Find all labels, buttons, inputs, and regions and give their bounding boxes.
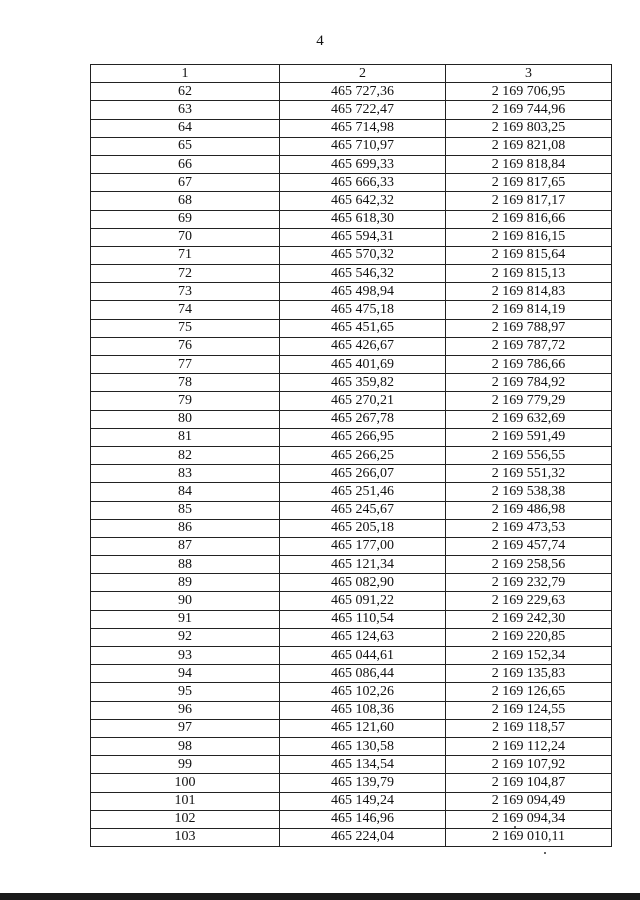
table-row	[91, 592, 612, 610]
x-coordinate-cell: 465 134,54	[280, 756, 446, 774]
x-coordinate-cell: 465 594,31	[280, 228, 446, 246]
table-row	[91, 537, 612, 555]
table-row	[91, 246, 612, 264]
point-number-cell: 69	[91, 210, 280, 228]
point-number-cell: 100	[91, 774, 280, 792]
point-number-cell: 88	[91, 556, 280, 574]
coordinates-table	[90, 64, 612, 847]
scan-edge	[0, 893, 640, 900]
y-coordinate-cell: 2 169 220,85	[446, 628, 612, 646]
table-row	[91, 192, 612, 210]
y-coordinate-cell: 2 169 816,15	[446, 228, 612, 246]
table-row	[91, 628, 612, 646]
table-row	[91, 810, 612, 828]
point-number-cell: 77	[91, 356, 280, 374]
point-number-cell: 70	[91, 228, 280, 246]
y-coordinate-cell: 2 169 591,49	[446, 428, 612, 446]
point-number-cell: 74	[91, 301, 280, 319]
point-number-cell: 84	[91, 483, 280, 501]
point-number-cell: 83	[91, 465, 280, 483]
point-number-cell: 76	[91, 337, 280, 355]
y-coordinate-cell: 2 169 556,55	[446, 446, 612, 464]
table-row	[91, 737, 612, 755]
y-coordinate-cell: 2 169 821,08	[446, 137, 612, 155]
point-number-cell: 64	[91, 119, 280, 137]
page-number: 4	[316, 33, 324, 49]
x-coordinate-cell: 465 124,63	[280, 628, 446, 646]
header-col-1: 1	[91, 65, 280, 83]
table-row	[91, 210, 612, 228]
y-coordinate-cell: 2 169 152,34	[446, 647, 612, 665]
point-number-cell: 68	[91, 192, 280, 210]
point-number-cell: 99	[91, 756, 280, 774]
y-coordinate-cell: 2 169 112,24	[446, 737, 612, 755]
table-row	[91, 665, 612, 683]
x-coordinate-cell: 465 401,69	[280, 356, 446, 374]
x-coordinate-cell: 465 121,34	[280, 556, 446, 574]
point-number-cell: 78	[91, 374, 280, 392]
x-coordinate-cell: 465 044,61	[280, 647, 446, 665]
y-coordinate-cell: 2 169 786,66	[446, 356, 612, 374]
x-coordinate-cell: 465 714,98	[280, 119, 446, 137]
x-coordinate-cell: 465 110,54	[280, 610, 446, 628]
point-number-cell: 95	[91, 683, 280, 701]
x-coordinate-cell: 465 475,18	[280, 301, 446, 319]
x-coordinate-cell: 465 570,32	[280, 246, 446, 264]
point-number-cell: 71	[91, 246, 280, 264]
point-number-cell: 72	[91, 265, 280, 283]
y-coordinate-cell: 2 169 486,98	[446, 501, 612, 519]
y-coordinate-cell: 2 169 632,69	[446, 410, 612, 428]
y-coordinate-cell: 2 169 135,83	[446, 665, 612, 683]
y-coordinate-cell: 2 169 124,55	[446, 701, 612, 719]
y-coordinate-cell: 2 169 538,38	[446, 483, 612, 501]
x-coordinate-cell: 465 149,24	[280, 792, 446, 810]
x-coordinate-cell: 465 146,96	[280, 810, 446, 828]
x-coordinate-cell: 465 245,67	[280, 501, 446, 519]
table-row	[91, 319, 612, 337]
point-number-cell: 82	[91, 446, 280, 464]
point-number-cell: 98	[91, 737, 280, 755]
point-number-cell: 91	[91, 610, 280, 628]
x-coordinate-cell: 465 267,78	[280, 410, 446, 428]
x-coordinate-cell: 465 426,67	[280, 337, 446, 355]
point-number-cell: 67	[91, 174, 280, 192]
point-number-cell: 65	[91, 137, 280, 155]
x-coordinate-cell: 465 359,82	[280, 374, 446, 392]
table-row	[91, 701, 612, 719]
point-number-cell: 62	[91, 83, 280, 101]
table-row	[91, 574, 612, 592]
x-coordinate-cell: 465 121,60	[280, 719, 446, 737]
table-row	[91, 719, 612, 737]
x-coordinate-cell: 465 266,25	[280, 446, 446, 464]
table-row	[91, 392, 612, 410]
point-number-cell: 103	[91, 828, 280, 846]
point-number-cell: 66	[91, 155, 280, 173]
x-coordinate-cell: 465 139,79	[280, 774, 446, 792]
x-coordinate-cell: 465 699,33	[280, 155, 446, 173]
point-number-cell: 96	[91, 701, 280, 719]
point-number-cell: 97	[91, 719, 280, 737]
y-coordinate-cell: 2 169 118,57	[446, 719, 612, 737]
table-row	[91, 174, 612, 192]
y-coordinate-cell: 2 169 814,19	[446, 301, 612, 319]
x-coordinate-cell: 465 108,36	[280, 701, 446, 719]
y-coordinate-cell: 2 169 787,72	[446, 337, 612, 355]
table-header-row	[91, 65, 612, 83]
x-coordinate-cell: 465 251,46	[280, 483, 446, 501]
table-row	[91, 283, 612, 301]
y-coordinate-cell: 2 169 551,32	[446, 465, 612, 483]
table-row	[91, 501, 612, 519]
y-coordinate-cell: 2 169 104,87	[446, 774, 612, 792]
point-number-cell: 101	[91, 792, 280, 810]
x-coordinate-cell: 465 546,32	[280, 265, 446, 283]
x-coordinate-cell: 465 710,97	[280, 137, 446, 155]
y-coordinate-cell: 2 169 232,79	[446, 574, 612, 592]
table-row	[91, 374, 612, 392]
point-number-cell: 75	[91, 319, 280, 337]
table-row	[91, 119, 612, 137]
header-col-3: 3	[446, 65, 612, 83]
table-row	[91, 83, 612, 101]
y-coordinate-cell: 2 169 779,29	[446, 392, 612, 410]
y-coordinate-cell: 2 169 788,97	[446, 319, 612, 337]
table-row	[91, 792, 612, 810]
table-row	[91, 137, 612, 155]
point-number-cell: 85	[91, 501, 280, 519]
point-number-cell: 94	[91, 665, 280, 683]
point-number-cell: 79	[91, 392, 280, 410]
scan-speck	[514, 826, 516, 828]
x-coordinate-cell: 465 666,33	[280, 174, 446, 192]
x-coordinate-cell: 465 266,07	[280, 465, 446, 483]
y-coordinate-cell: 2 169 815,64	[446, 246, 612, 264]
y-coordinate-cell: 2 169 814,83	[446, 283, 612, 301]
y-coordinate-cell: 2 169 818,84	[446, 155, 612, 173]
table-row	[91, 337, 612, 355]
table-row	[91, 556, 612, 574]
y-coordinate-cell: 2 169 817,17	[446, 192, 612, 210]
table-row	[91, 483, 612, 501]
table-row	[91, 610, 612, 628]
y-coordinate-cell: 2 169 803,25	[446, 119, 612, 137]
table-row	[91, 774, 612, 792]
x-coordinate-cell: 465 091,22	[280, 592, 446, 610]
y-coordinate-cell: 2 169 094,49	[446, 792, 612, 810]
table-row	[91, 410, 612, 428]
table-row	[91, 465, 612, 483]
y-coordinate-cell: 2 169 706,95	[446, 83, 612, 101]
x-coordinate-cell: 465 451,65	[280, 319, 446, 337]
point-number-cell: 89	[91, 574, 280, 592]
table-row	[91, 228, 612, 246]
x-coordinate-cell: 465 642,32	[280, 192, 446, 210]
y-coordinate-cell: 2 169 107,92	[446, 756, 612, 774]
x-coordinate-cell: 465 102,26	[280, 683, 446, 701]
point-number-cell: 73	[91, 283, 280, 301]
table-row	[91, 155, 612, 173]
x-coordinate-cell: 465 082,90	[280, 574, 446, 592]
y-coordinate-cell: 2 169 816,66	[446, 210, 612, 228]
y-coordinate-cell: 2 169 817,65	[446, 174, 612, 192]
x-coordinate-cell: 465 130,58	[280, 737, 446, 755]
table-row	[91, 101, 612, 119]
y-coordinate-cell: 2 169 094,34	[446, 810, 612, 828]
x-coordinate-cell: 465 266,95	[280, 428, 446, 446]
y-coordinate-cell: 2 169 242,30	[446, 610, 612, 628]
x-coordinate-cell: 465 224,04	[280, 828, 446, 846]
table-row	[91, 446, 612, 464]
table-row	[91, 756, 612, 774]
x-coordinate-cell: 465 727,36	[280, 83, 446, 101]
y-coordinate-cell: 2 169 744,96	[446, 101, 612, 119]
x-coordinate-cell: 465 618,30	[280, 210, 446, 228]
table-row	[91, 519, 612, 537]
y-coordinate-cell: 2 169 815,13	[446, 265, 612, 283]
table-row	[91, 428, 612, 446]
table-row	[91, 356, 612, 374]
y-coordinate-cell: 2 169 229,63	[446, 592, 612, 610]
scan-speck	[544, 852, 546, 854]
x-coordinate-cell: 465 086,44	[280, 665, 446, 683]
point-number-cell: 81	[91, 428, 280, 446]
point-number-cell: 87	[91, 537, 280, 555]
y-coordinate-cell: 2 169 457,74	[446, 537, 612, 555]
point-number-cell: 102	[91, 810, 280, 828]
point-number-cell: 63	[91, 101, 280, 119]
x-coordinate-cell: 465 270,21	[280, 392, 446, 410]
x-coordinate-cell: 465 498,94	[280, 283, 446, 301]
y-coordinate-cell: 2 169 258,56	[446, 556, 612, 574]
table-row	[91, 647, 612, 665]
y-coordinate-cell: 2 169 784,92	[446, 374, 612, 392]
table-row	[91, 828, 612, 846]
point-number-cell: 92	[91, 628, 280, 646]
header-col-2: 2	[280, 65, 446, 83]
table-row	[91, 301, 612, 319]
table-row	[91, 265, 612, 283]
x-coordinate-cell: 465 722,47	[280, 101, 446, 119]
point-number-cell: 86	[91, 519, 280, 537]
point-number-cell: 93	[91, 647, 280, 665]
x-coordinate-cell: 465 205,18	[280, 519, 446, 537]
y-coordinate-cell: 2 169 473,53	[446, 519, 612, 537]
y-coordinate-cell: 2 169 010,11	[446, 828, 612, 846]
point-number-cell: 90	[91, 592, 280, 610]
point-number-cell: 80	[91, 410, 280, 428]
y-coordinate-cell: 2 169 126,65	[446, 683, 612, 701]
table-row	[91, 683, 612, 701]
x-coordinate-cell: 465 177,00	[280, 537, 446, 555]
